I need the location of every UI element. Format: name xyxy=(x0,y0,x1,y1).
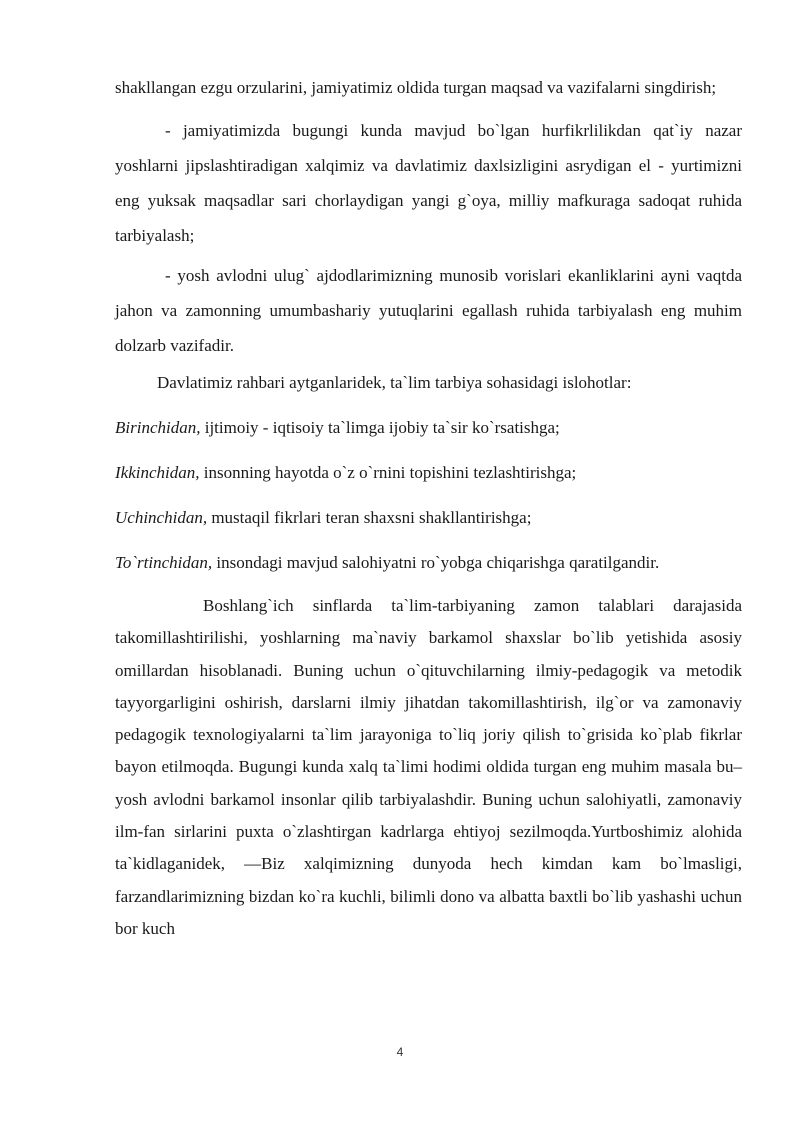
list-item-lead: Ikkinchidan, xyxy=(115,463,200,482)
list-item-text: insonning hayotda o`z o`rnini topishini tezlashtirishga; xyxy=(199,463,577,482)
list-item xyxy=(115,455,742,490)
paragraph-reforms-intro: Davlatimiz rahbari aytganlaridek, ta`lim tarbiya sohasidagi islohotlar: xyxy=(157,373,632,392)
list-item-lead: To`rtinchidan, xyxy=(115,553,213,572)
list-item-text: mustaqil fikrlari teran shaxsni shakllantirishga; xyxy=(207,508,532,527)
list-item-text: insondagi mavjud salohiyatni ro`yobga chiqarishga qaratilgandir. xyxy=(212,553,660,572)
list-item-text: ijtimoiy - iqtisoiy ta`limga ijobiy ta`sir ko`rsatishga; xyxy=(200,418,560,437)
list-item-lead: Uchinchidan, xyxy=(115,508,208,527)
paragraph-bullet-ideology: - jamiyatimizda bugungi kunda mavjud bo`lgan hurfikrlilikdan qat`iy nazar yoshlarni jipslashtiradigan xalqimiz va davlatimiz daxlsizligini asrydigan el - yurtimizni eng yuksak maqsadlar sari chorlaydigan yangi g`oya, milliy mafkuraga sadoqat ruhida tarbiyalash; xyxy=(115,121,742,245)
document-body xyxy=(115,72,742,945)
paragraph-continuation: shakllangan ezgu orzularini, jamiyatimiz oldida turgan maqsad va vazifalarni singdirish; xyxy=(115,78,717,97)
list-item-lead: Birinchidan, xyxy=(115,418,201,437)
list-item xyxy=(115,500,742,535)
list-item xyxy=(115,545,742,580)
list-item xyxy=(115,410,742,445)
page-number: 4 xyxy=(396,1045,404,1059)
paragraph-bullet-youth: - yosh avlodni ulug` ajdodlarimizning munosib vorislari ekanliklarini ayni vaqtda jahon va zamonning umumbashariy yutuqlarini egallash ruhida tarbiyalash eng muhim dolzarb vazifadir. xyxy=(115,266,742,355)
paragraph-primary-education: Boshlang`ich sinflarda ta`lim-tarbiyaning zamon talablari darajasida takomillashtirilishi, yoshlarning ma`naviy barkamol shaxslar bo`lib yetishida asosiy omillardan hisoblanadi. Buning uchun o`qituvchilarning ilmiy-pedagogik va metodik tayyorgarligini oshirish, darslarni ilmiy jihatdan takomillashtirish, ilg`or va zamonaviy pedagogik texnologiyalarni ta`lim jarayoniga to`liq joriy qilish to`grisida ko`plab fikrlar bayon etilmoqda. Bugungi kunda xalq ta`limi hodimi oldida turgan eng muhim masala bu– yosh avlodni barkamol insonlar qilib tarbiyalashdir. Buning uchun salohiyatli, zamonaviy ilm-fan sirlarini puxta o`zlashtirgan kadrlarga ehtiyoj sezilmoqda.Yurtboshimiz alohida ta`kidlaganidek, ―Biz xalqimizning dunyoda hech kimdan kam bo`lmasligi, farzandlarimizning bizdan ko`ra kuchli, bilimli dono va albatta baxtli bo`lib yashashi uchun bor kuch xyxy=(115,596,742,938)
